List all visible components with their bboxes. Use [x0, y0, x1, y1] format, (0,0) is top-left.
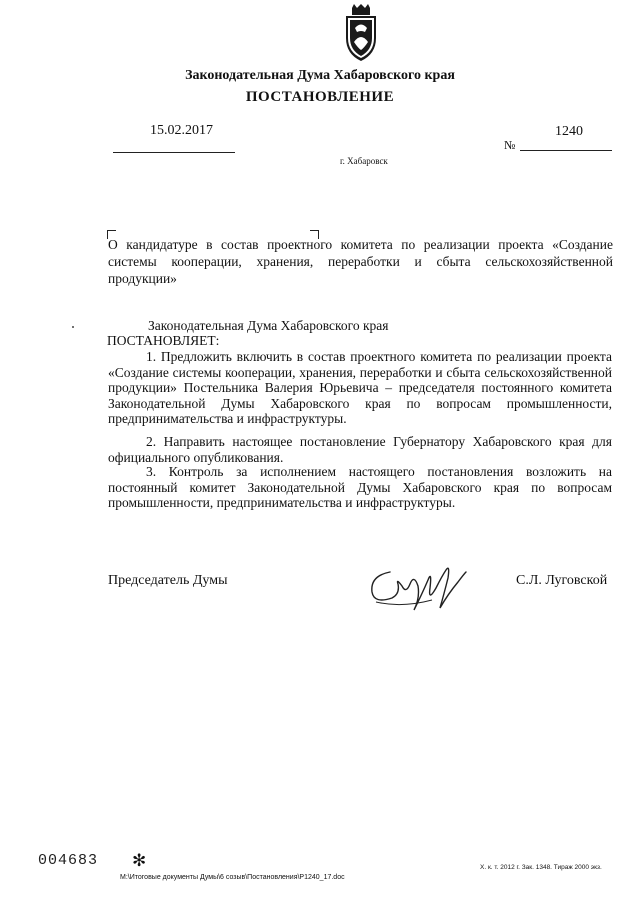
organization-name: Законодательная Дума Хабаровского края [185, 68, 455, 83]
resolution-item-2: 2. Направить настоящее постановление Губернатору Хабаровского края для официального опубликования. [108, 434, 612, 465]
number-sign: № [504, 138, 516, 152]
resolution-item-1: 1. Предложить включить в состав проектного комитета по реализации проекта «Создание системы кооперации, хранения, переработки и сбыта сельскохозяйственной продукции» Постельника Валерия Юрьевича – председателя постоянного комитета Законодательной Думы Хабаровского края по вопросам промышленности, предпринимательства и инфраструктуры. [108, 349, 612, 426]
handwritten-signature [362, 558, 474, 620]
document-date: 15.02.2017 [150, 123, 213, 138]
signatory-position: Председатель Думы [108, 573, 228, 588]
khabarovsk-coat-of-arms [330, 4, 392, 66]
document-type: ПОСТАНОВЛЕНИЕ [245, 89, 395, 105]
preamble-line-2: ПОСТАНОВЛЯЕТ: [107, 333, 220, 348]
number-underline [520, 150, 612, 151]
print-info: Х. к. т. 2012 г. Зак. 1348. Тираж 2000 экз. [480, 864, 602, 871]
resolution-item-3: 3. Контроль за исполнением настоящего постановления возложить на постоянный комитет Законодательной Думы Хабаровского края по вопросам промышленности, предпринимательства и инфраструктуры. [108, 464, 612, 510]
asterisk-icon: ✻ [132, 851, 147, 870]
city: г. Хабаровск [340, 156, 388, 166]
date-underline [113, 152, 235, 153]
scan-speck [72, 326, 74, 328]
serial-number: 004683 [38, 852, 99, 869]
preamble-line-1: Законодательная Дума Хабаровского края [148, 318, 389, 333]
file-path: М:\Итоговые документы Думы\6 созыв\Постановления\Р1240_17.doc [120, 874, 345, 881]
signatory-name: С.Л. Луговской [516, 573, 608, 588]
document-subject: О кандидатуре в состав проектного комитета по реализации проекта «Создание системы кооперации, хранения, переработки и сбыта сельскохозяйственной продукции» [108, 237, 613, 286]
document-number: 1240 [555, 124, 583, 139]
